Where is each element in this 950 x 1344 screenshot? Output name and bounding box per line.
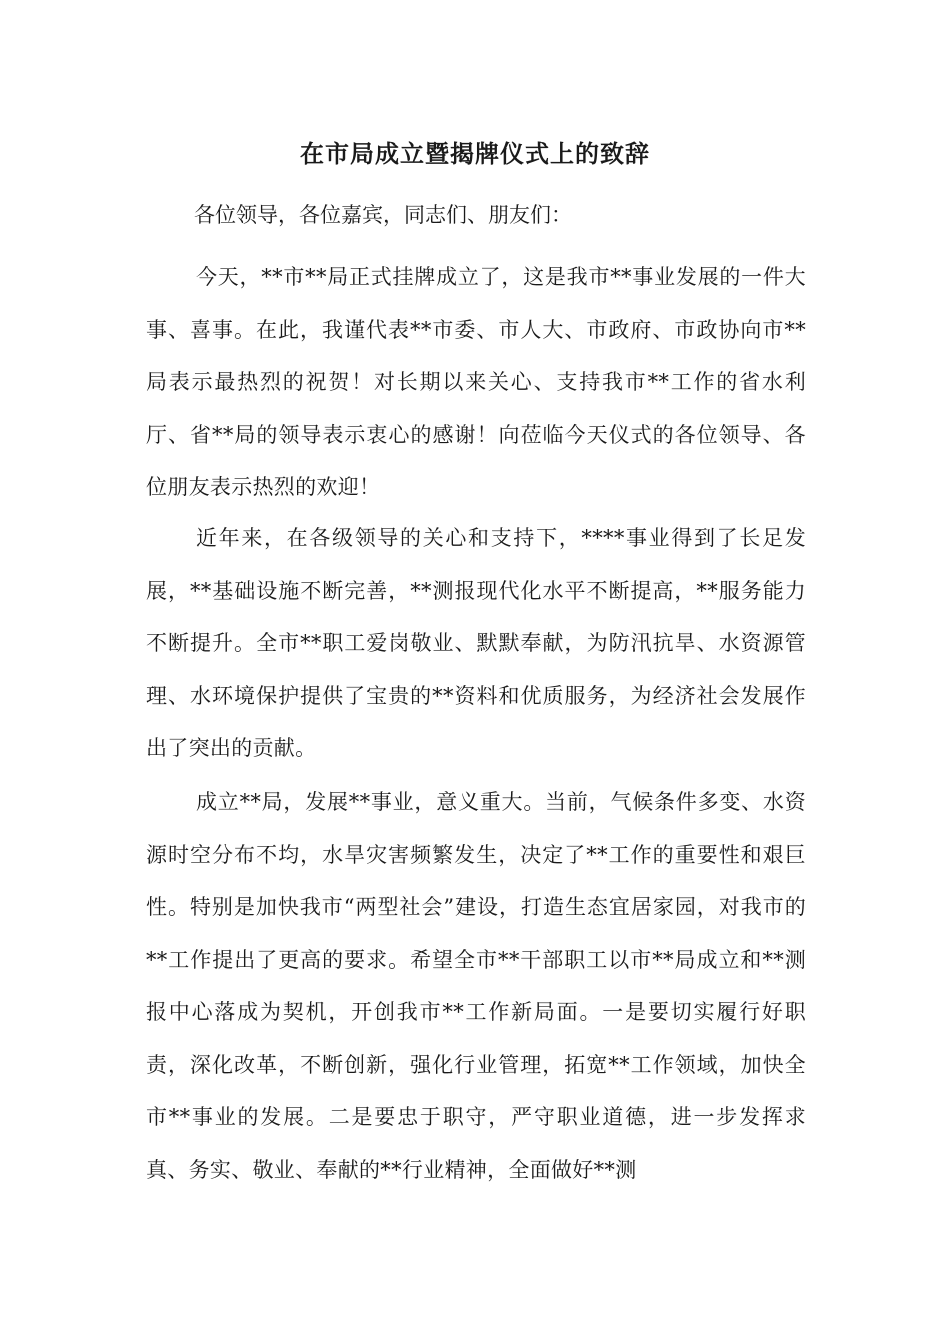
document-title: 在市局成立暨揭牌仪式上的致辞 xyxy=(300,139,650,168)
salutation: 各位领导，各位嘉宾，同志们、朋友们： xyxy=(194,203,572,227)
paragraph: 近年来，在各级领导的关心和支持下，****事业得到了长足发展，**基础设施不断完善，**测报现代化水平不断提高，**服务能力不断提升。全市**职工爱岗敬业、默默奉献，为防汛抗旱、水资源管理、水环境保护提供了宝贵的**资料和优质服务，为经济社会发展作出了突出的贡献。 xyxy=(146,526,806,760)
paragraph: 今天，**市**局正式挂牌成立了，这是我市**事业发展的一件大事、喜事。在此，我谨代表**市委、市人大、市政府、市政协向市**局表示最热烈的祝贺！对长期以来关心、支持我市**工作的省水利厅、省**局的领导表示衷心的感谢！向莅临今天仪式的各位领导、各位朋友表示热烈的欢迎！ xyxy=(146,265,806,499)
paragraph: 成立**局，发展**事业，意义重大。当前，气候条件多变、水资源时空分布不均，水旱灾害频繁发生，决定了**工作的重要性和艰巨性。特别是加快我市“两型社会”建设，打造生态宜居家园，对我市的**工作提出了更高的要求。希望全市**干部职工以市**局成立和**测报中心落成为契机，开创我市**工作新局面。一是要切实履行好职责，深化改革，不断创新，强化行业管理，拓宽**工作领域，加快全市**事业的发展。二是要忠于职守，严守职业道德，进一步发挥求真、务实、敬业、奉献的**行业精神，全面做好**测 xyxy=(146,790,806,1182)
